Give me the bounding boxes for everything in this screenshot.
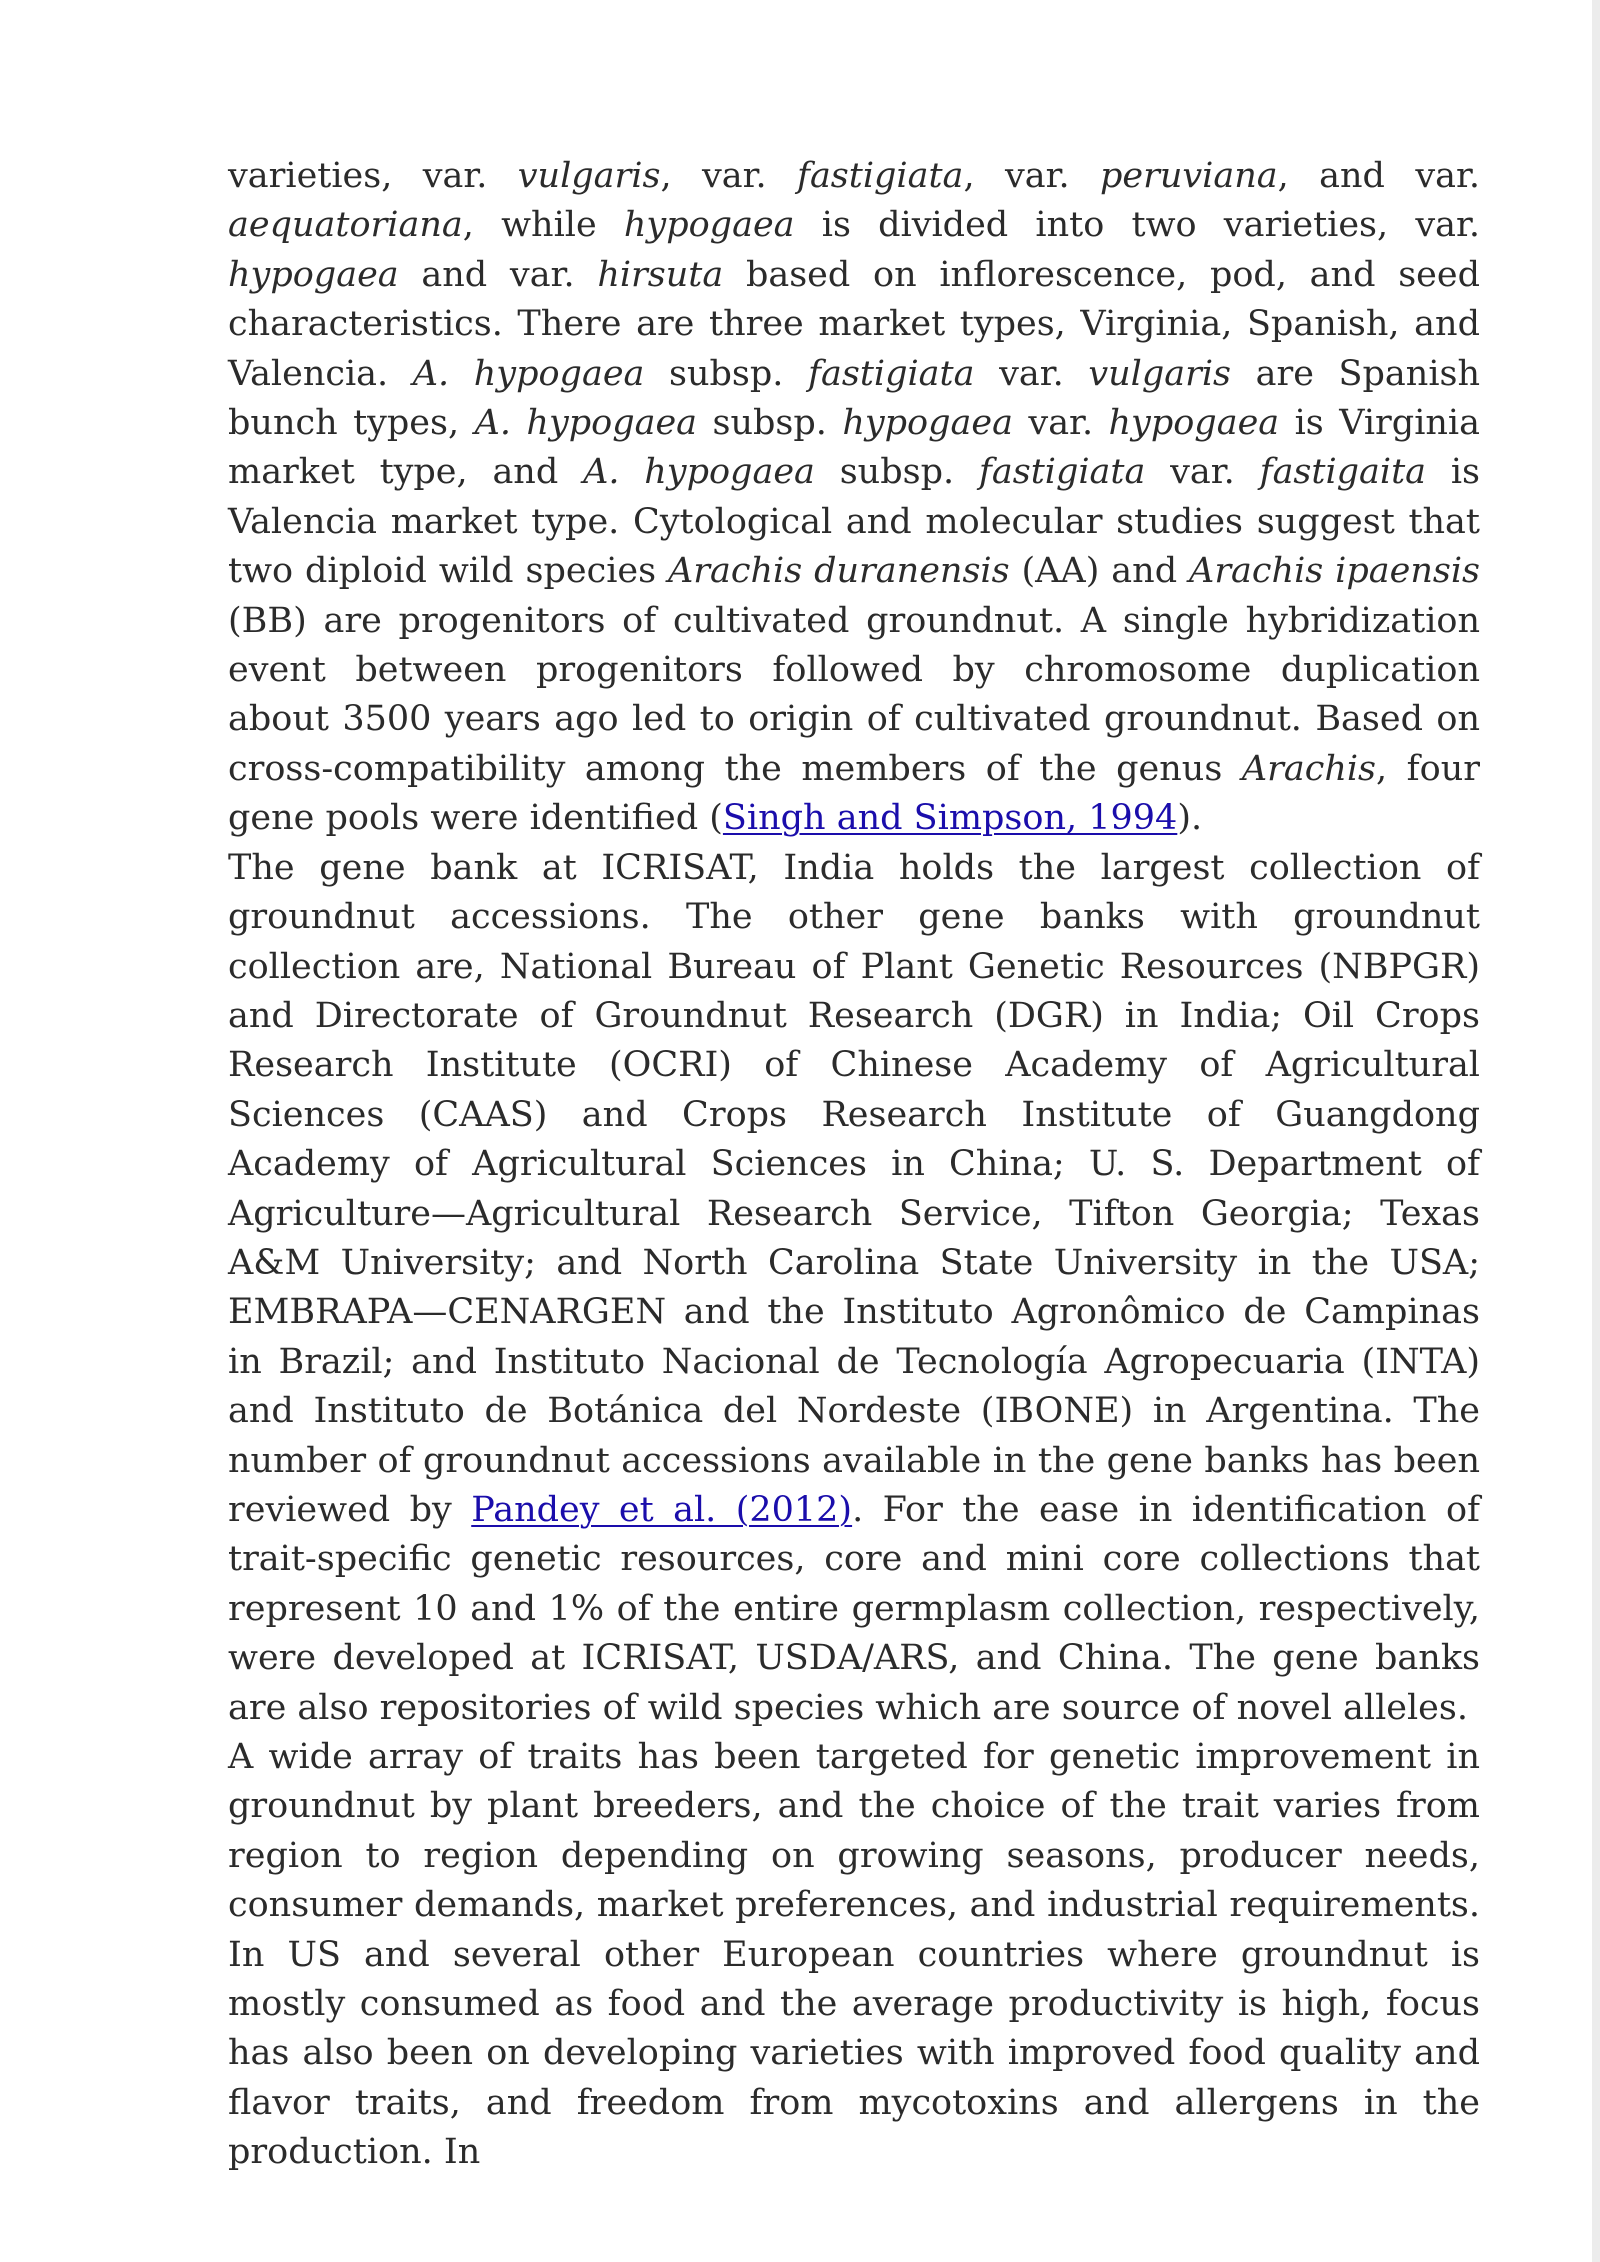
text-run: , var. — [963, 156, 1100, 196]
text-run: The gene bank at ICRISAT, India holds the largest collection of groundnut accessions. The other gene banks with groundnut collection are, National Bureau of Plant Genetic Resources (NBPGR) and Directorate of Groundnut Research (DGR) in India; Oil Crops Research Institute (OCRI) of Chinese Academy of Agricultural Sciences (CAAS) and Crops Research Institute of Guangdong Academy of Agricultural Sciences in China; U. S. Department of Agriculture—Agricultural Research Service, Tifton Georgia; Texas A&M University; and North Carolina State University in the USA; EMBRAPA—CENARGEN and the Instituto Agronômico de Campinas in Brazil; and Instituto Nacional de Tecnología Agropecuaria (INTA) and Instituto de Botánica del Nordeste (IBONE) in Argentina. The number of groundnut accessions available in the gene banks has been reviewed by — [228, 847, 1480, 1530]
italic-term: vulgaris — [1088, 353, 1232, 394]
italic-term: fastigiata — [796, 156, 964, 196]
text-run: , while — [462, 205, 624, 246]
text-run: (BB) are progenitors of cultivated groundnut. A single hybridization event between progenitors followed by chromosome duplication about 3500 years ago led to origin of cultivated groundnut. Based on cross-compatibility among the members of the genus — [228, 600, 1480, 789]
italic-term: Arachis — [1241, 748, 1377, 789]
text-run: and var. — [398, 254, 598, 295]
italic-term: fastigiata — [808, 353, 975, 394]
text-run: , var. — [660, 156, 797, 196]
italic-term: hypogaea — [623, 205, 795, 246]
italic-term: A. hypogaea — [474, 403, 698, 444]
text-run: subsp. — [644, 353, 809, 394]
text-run: is Valencia market type. Cytological and molecular studies suggest that two diploid wild species — [228, 452, 1481, 592]
text-run: var. — [1145, 452, 1260, 493]
body-text — [228, 152, 1480, 2178]
text-run: A wide array of traits has been targeted for genetic improvement in groundnut by plant breeders, and the choice of the trait varies from region to region depending on growing seasons, producer needs, consumer demands, market preferences, and industrial requirements. In US and several other European countries where groundnut is mostly consumed as food and the average productivity is high, focus has also been on developing varieties with improved food quality and flavor traits, and freedom from mycotoxins and allergens in the production. In — [228, 1737, 1480, 2173]
text-run: subsp. — [814, 452, 979, 493]
text-run: . For the ease in identification of trait-specific genetic resources, core and mini core collections that represent 10 and 1% of the entire germplasm collection, respectively, were developed at ICRISAT, USDA/ARS, and China. The gene banks are also repositories of wild species which are source of novel alleles. — [228, 1489, 1481, 1728]
italic-term: Arachis duranensis — [668, 551, 1010, 592]
text-run: var. — [1012, 403, 1109, 444]
italic-term: peruviana — [1099, 156, 1278, 196]
italic-term: vulgaris — [517, 156, 661, 196]
text-run: (AA) and — [1009, 551, 1190, 592]
italic-term: Arachis ipaensis — [1189, 551, 1480, 592]
text-run: is Virginia market type, and — [228, 403, 1480, 493]
italic-term: hypogaea — [842, 403, 1013, 444]
text-run: are Spanish bunch types, — [228, 353, 1481, 444]
text-run: ). — [1177, 798, 1203, 839]
citation-link[interactable]: Pandey et al. (2012) — [471, 1489, 853, 1530]
italic-term: aequatoriana — [228, 205, 463, 246]
italic-term: hirsuta — [597, 254, 724, 295]
text-run: , and var. — [1277, 156, 1480, 196]
italic-term: fastigaita — [1259, 452, 1427, 493]
text-run: based on inflorescence, pod, and seed characteristics. There are three market types, Virginia, Spanish, and Valencia. — [228, 254, 1481, 394]
text-run: , four gene pools were identified ( — [228, 748, 1480, 839]
citation-link[interactable]: Singh and Simpson, 1994 — [722, 798, 1178, 839]
text-run: var. — [974, 353, 1089, 394]
italic-term: fastigiata — [978, 452, 1146, 493]
gene-bank-paragraph — [228, 844, 1480, 1733]
italic-term: A. hypogaea — [412, 353, 645, 394]
text-run: is divided into two varieties, var. — [794, 205, 1481, 246]
italic-term: A. hypogaea — [583, 452, 815, 493]
italic-term: hypogaea — [228, 254, 399, 295]
text-run: varieties, var. — [228, 156, 518, 196]
varieties-paragraph — [228, 152, 1480, 844]
traits-paragraph — [228, 1733, 1480, 2178]
text-run: subsp. — [697, 403, 843, 444]
italic-term: hypogaea — [1108, 403, 1280, 444]
